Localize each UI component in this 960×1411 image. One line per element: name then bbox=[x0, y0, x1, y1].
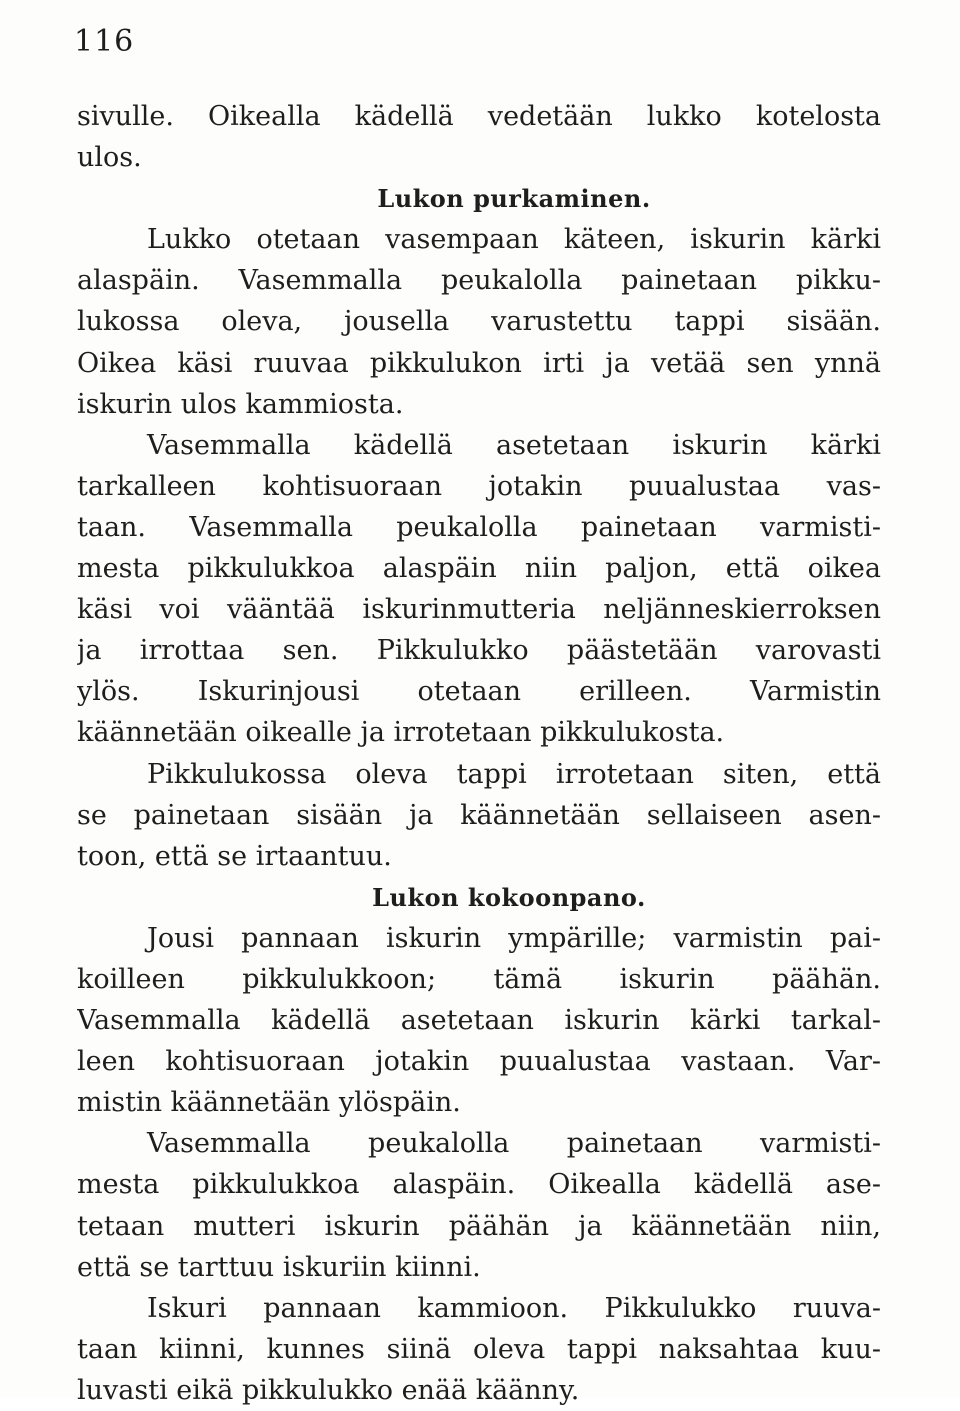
text-line: Vasemmalla kädellä asetetaan iskurin kärki bbox=[147, 429, 881, 461]
text-line: koilleen pikkulukkoon; tämä iskurin päähän. bbox=[77, 963, 881, 995]
text-line: ylös. Iskurinjousi otetaan erilleen. Varmistin bbox=[77, 676, 881, 708]
text-line: luvasti eikä pikkulukko enää käänny. bbox=[77, 1374, 580, 1406]
text-line: käsi voi vääntää iskurinmutteria neljänneskierroksen bbox=[77, 594, 881, 626]
text-line: ulos. bbox=[77, 142, 142, 174]
text-line: mistin käännetään ylöspäin. bbox=[77, 1087, 461, 1119]
text-line: sivulle. Oikealla kädellä vedetään lukko kotelosta bbox=[77, 101, 881, 132]
text-line: että se tarttuu iskuriin kiinni. bbox=[77, 1251, 481, 1283]
section-heading-disassembly: Lukon purkaminen. bbox=[377, 184, 651, 214]
text-line: iskurin ulos kammiosta. bbox=[77, 388, 404, 420]
text-line: se painetaan sisään ja käännetään sellaiseen asen- bbox=[77, 799, 881, 831]
text-line: Pikkulukossa oleva tappi irrotetaan siten, että bbox=[147, 758, 881, 790]
page-number: 116 bbox=[74, 24, 135, 59]
text-line: tarkalleen kohtisuoraan jotakin puualustaa vas- bbox=[77, 470, 881, 502]
text-line: toon, että se irtaantuu. bbox=[77, 840, 392, 872]
text-line: mesta pikkulukkoa alaspäin. Oikealla kädellä ase- bbox=[77, 1169, 881, 1201]
text-block bbox=[77, 96, 881, 1411]
text-line: Lukko otetaan vasempaan käteen, iskurin kärki bbox=[147, 224, 881, 256]
text-line: käännetään oikealle ja irrotetaan pikkulukosta. bbox=[77, 717, 725, 749]
text-line: Vasemmalla peukalolla painetaan varmisti- bbox=[147, 1128, 881, 1160]
text-line: taan kiinni, kunnes siinä oleva tappi naksahtaa kuu- bbox=[77, 1333, 881, 1365]
text-line: lukossa oleva, jousella varustettu tappi sisään. bbox=[77, 306, 881, 338]
text-line: ja irrottaa sen. Pikkulukko päästetään varovasti bbox=[77, 635, 881, 667]
text-line: taan. Vasemmalla peukalolla painetaan varmisti- bbox=[77, 511, 881, 543]
text-line: Vasemmalla kädellä asetetaan iskurin kärki tarkal- bbox=[77, 1005, 881, 1037]
text-line: Jousi pannaan iskurin ympärille; varmistin pai- bbox=[147, 922, 881, 954]
section-heading-assembly: Lukon kokoonpano. bbox=[372, 882, 646, 912]
text-line: tetaan mutteri iskurin päähän ja käännetään niin, bbox=[77, 1210, 881, 1242]
text-line: Iskuri pannaan kammioon. Pikkulukko ruuva- bbox=[147, 1292, 881, 1324]
text-line: leen kohtisuoraan jotakin puualustaa vastaan. Var- bbox=[77, 1046, 881, 1078]
text-line: Oikea käsi ruuvaa pikkulukon irti ja vetää sen ynnä bbox=[77, 347, 881, 379]
text-line: alaspäin. Vasemmalla peukalolla painetaan pikku- bbox=[77, 265, 881, 297]
text-line: mesta pikkulukkoa alaspäin niin paljon, että oikea bbox=[77, 553, 881, 585]
